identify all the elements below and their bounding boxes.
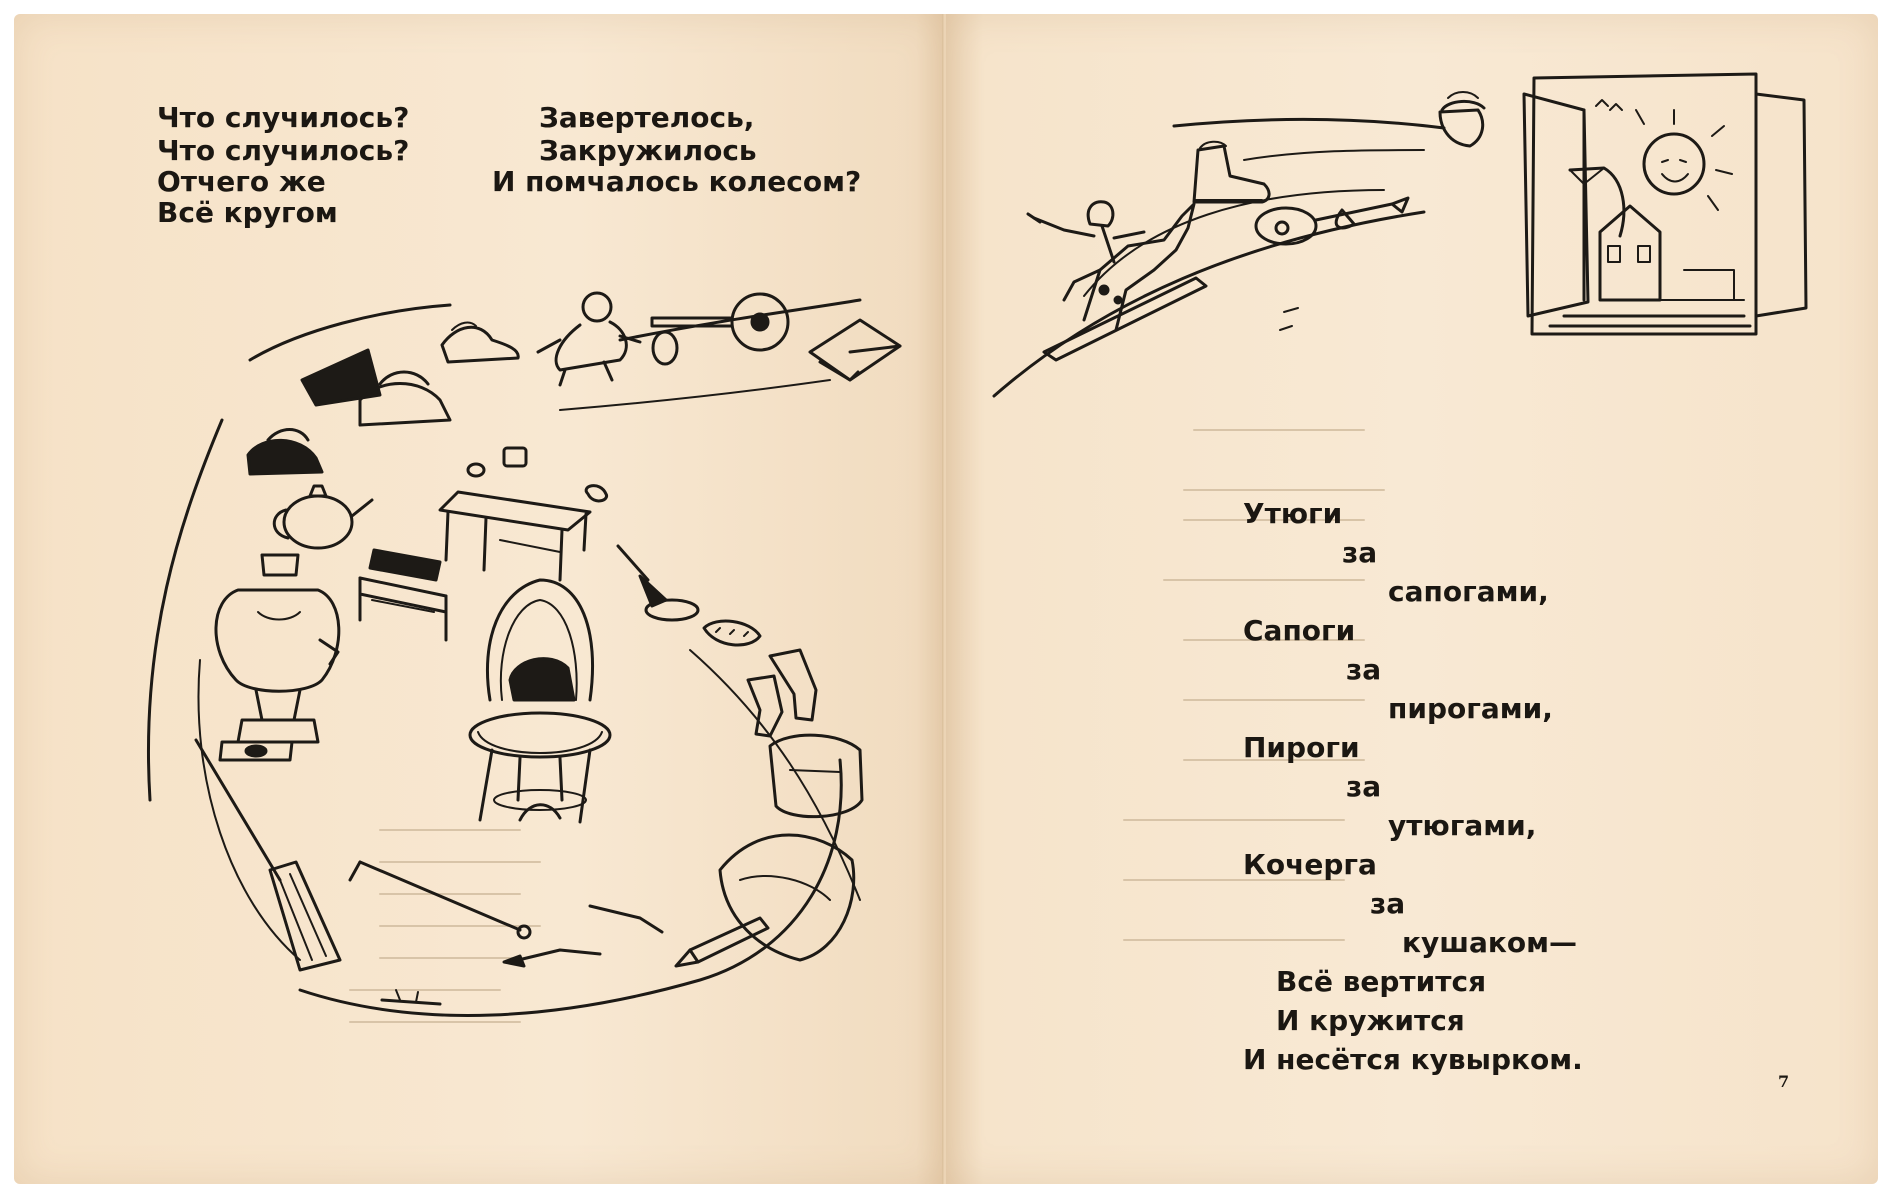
window-icon [1524, 74, 1806, 334]
verse-line: утюгами, [1388, 809, 1537, 842]
table-icon [440, 492, 590, 580]
verse-line: И кружится [1276, 1004, 1465, 1037]
verse-line: за [1346, 770, 1382, 803]
pencil-icon [676, 918, 768, 966]
verse-line: И помчалось колесом? [492, 165, 862, 198]
verse-line: Сапоги [1243, 614, 1356, 647]
verse-line: Кочерга [1243, 848, 1377, 881]
flat-iron-icon [302, 350, 450, 425]
knife-icon [618, 546, 698, 620]
verse-line: пирогами, [1388, 692, 1553, 725]
cup-icon [468, 448, 607, 501]
shoe-icon [442, 323, 518, 362]
verse-line: И несётся кувырком. [1243, 1043, 1583, 1076]
verse-line: за [1346, 653, 1382, 686]
verse-line: Отчего же [157, 165, 326, 198]
book-icon [810, 320, 900, 380]
verse-line: Завертелось, [539, 101, 755, 134]
verse-line: Всё кругом [157, 196, 338, 229]
verse-line: кушаком— [1402, 926, 1578, 959]
shirt-icon [770, 735, 862, 817]
verse-line: Что случилось? [157, 101, 410, 134]
bread-icon [704, 621, 760, 645]
samovar-icon [216, 555, 339, 760]
verse-line: сапогами, [1388, 575, 1549, 608]
verse-line: за [1342, 536, 1378, 569]
helmet-icon [1440, 92, 1484, 146]
broom-icon [196, 740, 340, 970]
twig-icon [382, 990, 440, 1004]
mandolin-icon [1256, 198, 1408, 244]
teapot-icon [274, 486, 372, 548]
verse-line: Закружилось [539, 134, 757, 167]
bed-icon [360, 550, 446, 640]
small-iron-icon [248, 430, 322, 475]
page-number: 7 [1778, 1072, 1790, 1091]
socks-icon [748, 650, 816, 736]
rag-doll-icon [538, 293, 640, 385]
whirlwind-illustration [0, 0, 944, 1200]
chair-with-child-icon [470, 580, 610, 822]
verse-line: Утюги [1243, 497, 1343, 530]
verse-line: Всё вертится [1276, 965, 1487, 998]
verse-line: Что случилось? [157, 134, 410, 167]
verse-line: за [1370, 887, 1406, 920]
verse-line: Пироги [1243, 731, 1360, 764]
boot-icon [1194, 142, 1269, 202]
